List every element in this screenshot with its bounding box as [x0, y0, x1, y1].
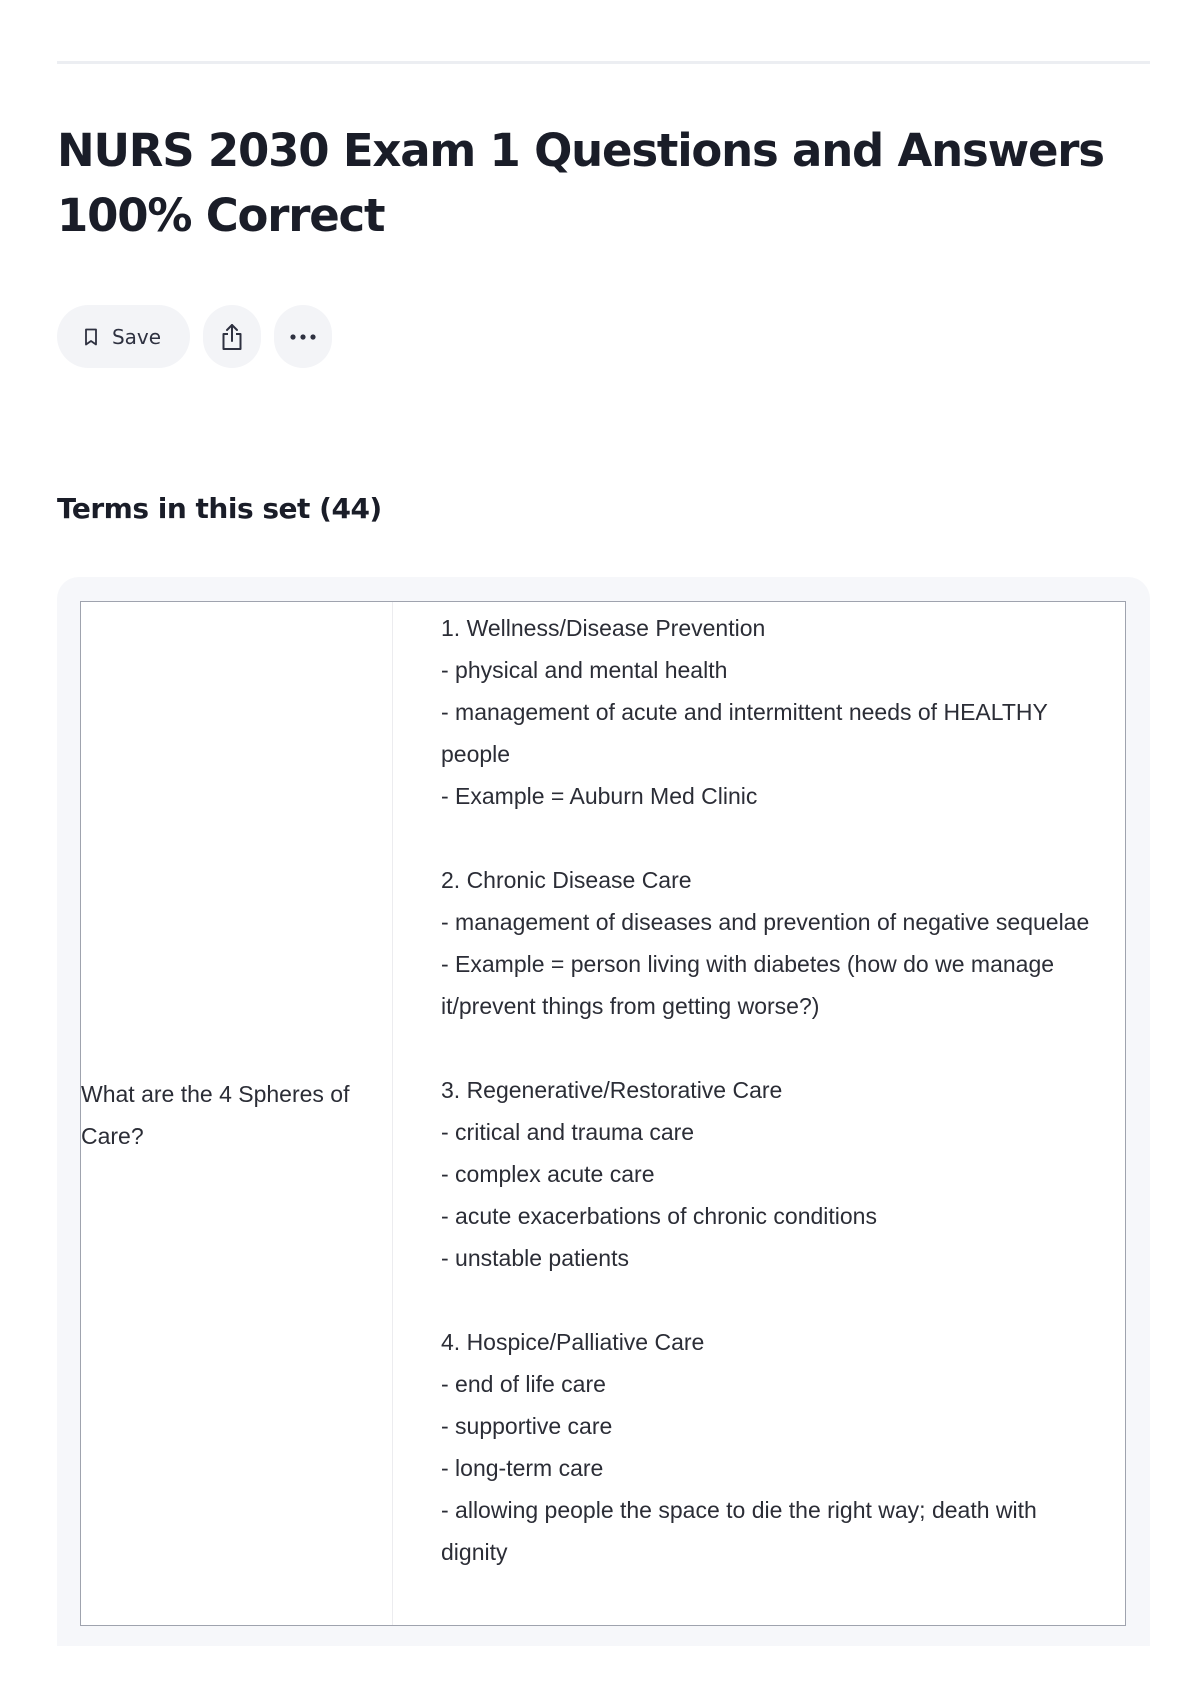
- terms-heading: Terms in this set (44): [57, 492, 382, 525]
- definition-text: 1. Wellness/Disease Prevention - physical and mental health - management of acute and intermittent needs of HEALTHY people - Example = Auburn Med Clinic 2. Chronic Disease Care - management of diseases and prevention of negative sequelae - Example = person living with diabetes (how do we manage it/prevent things from getting worse?) 3. Regenerative/Restorative Care - critical and trauma care - complex acute care - acute exacerbations of chronic conditions - unstable patients 4. Hospice/Palliative Care - end of life care - supportive care - long-term care - allowing people the space to die the right way; death with dignity: [441, 615, 1090, 1565]
- top-divider: [57, 61, 1150, 64]
- term-text: What are the 4 Spheres of Care?: [81, 1080, 356, 1149]
- bookmark-icon: [82, 327, 100, 347]
- save-button[interactable]: [57, 305, 190, 368]
- save-button-label: Save: [111, 324, 162, 349]
- table-row: [80, 601, 1126, 1626]
- action-bar: [57, 305, 332, 368]
- definition-cell: [393, 602, 1125, 1625]
- share-button[interactable]: [203, 305, 261, 368]
- more-options-button[interactable]: [274, 305, 332, 368]
- term-cell: [81, 602, 393, 1625]
- page-title: NURS 2030 Exam 1 Questions and Answers 100% Correct: [57, 124, 1104, 242]
- more-horizontal-icon: [288, 333, 318, 341]
- share-icon: [219, 322, 245, 352]
